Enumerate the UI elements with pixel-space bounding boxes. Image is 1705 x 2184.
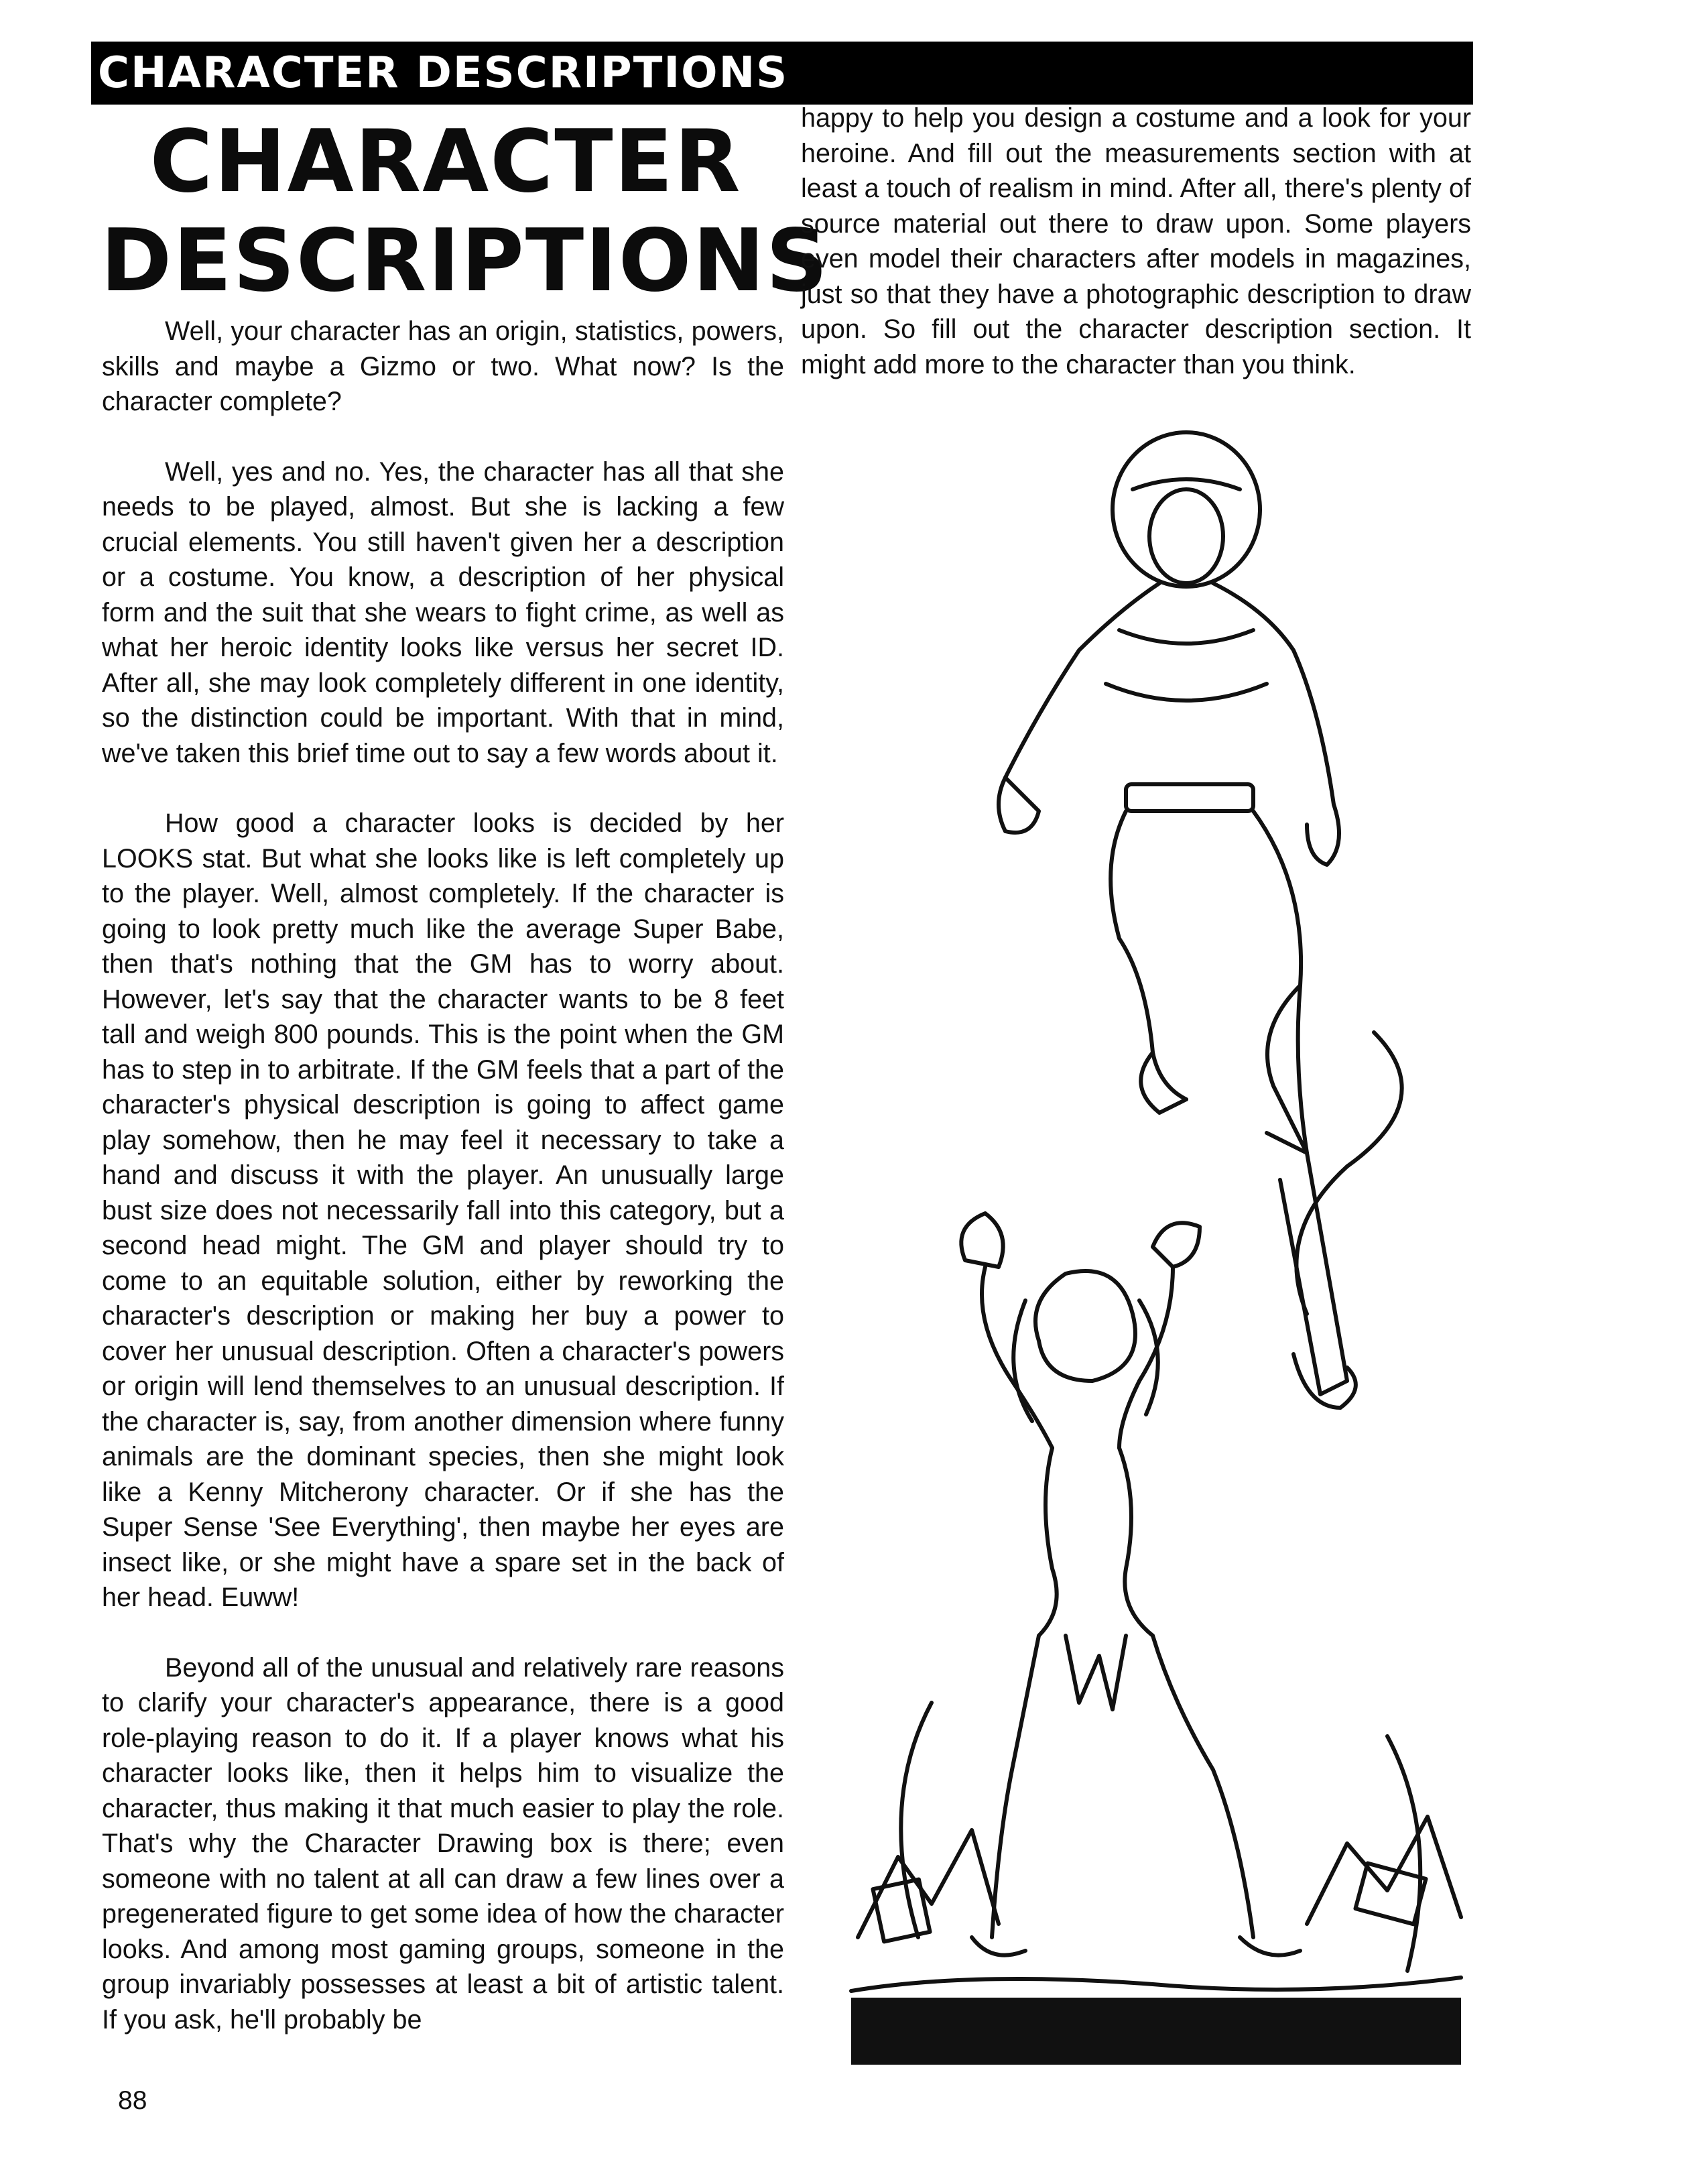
page-title-line-1: CHARACTER bbox=[149, 112, 742, 212]
body-paragraph: happy to help you design a costume and a look for your heroine. And fill out the measurements section with at least a touch of realism in mind. After all, there's plenty of source material out there to draw upon. Some players even model their characters after models in magazines, just so that they have a photographic description to draw upon. So fill out the character description section. It might add more to the character than you think. bbox=[801, 103, 1471, 379]
section-header-bar bbox=[91, 42, 1473, 105]
page-title-line-2: DESCRIPTIONS bbox=[101, 211, 829, 311]
rubble-scene bbox=[851, 1817, 1461, 1991]
page-number: 88 bbox=[118, 2086, 147, 2115]
section-header-label: CHARACTER DESCRIPTIONS bbox=[98, 48, 789, 98]
flying-heroine-figure bbox=[999, 432, 1402, 1408]
body-paragraph: Well, your character has an origin, statistics, powers, skills and maybe a Gizmo or two. What now? Is the character complete? bbox=[102, 316, 784, 416]
page-title bbox=[101, 112, 829, 311]
body-paragraph: Well, yes and no. Yes, the character has all that she needs to be played, almost. But she is lacking a few crucial elements. You still haven't given her a description or a costume. You know, a description of her physical form and the suit that she wears to fight crime, as well as what her heroic identity looks like versus her secret ID. After all, she may look completely different in one identity, so the distinction could be important. With that in mind, we've taken this brief time out to say a few words about it. bbox=[102, 457, 784, 768]
body-paragraph: How good a character looks is decided by her LOOKS stat. But what she looks like is left completely up to the player. Well, almost completely. If the character is going to look pretty much like the average Super Babe, then that's nothing that the GM has to worry about. However, let's say that the character wants to be 8 feet tall and weigh 800 pounds. This is the point when the GM has to step in to arbitrate. If the GM feels that a part of the character's physical description is going to affect game play somehow, then he may feel it necessary to take a hand and discuss it with the player. An unusually large bust size does not necessarily fall into this category, but a second head might. The GM and player should try to come to an equitable solution, either by reworking the character's description or making her buy a power to cover her unusual description. Often a character's powers or origin will lend themselves to an unusual description. If the character is, say, from another dimension where funny animals are the dominant species, then she might look like a Kenny Mitcherony character. Or if she has the Super Sense 'See Everything', then maybe her eyes are insect like, or she might have a spare set in the back of her head. Euww! bbox=[102, 808, 784, 1612]
right-text-column bbox=[801, 101, 1471, 382]
left-text-column bbox=[102, 314, 784, 2072]
ground-shadow bbox=[851, 1998, 1461, 2065]
heroines-illustration bbox=[838, 429, 1474, 2071]
body-paragraph: Beyond all of the unusual and relatively rare reasons to clarify your character's appearance, there is a good role-playing reason to do it. If a player knows what his character looks like, then it helps him to visualize the character, thus making it that much easier to play the role. That's why the Character Drawing box is there; even someone with no talent at all can draw a few lines over a pregenerated figure to get some idea of how the character looks. And among most gaming groups, someone in the group invariably possesses at least a bit of artistic talent. If you ask, he'll probably be bbox=[102, 1652, 784, 2035]
